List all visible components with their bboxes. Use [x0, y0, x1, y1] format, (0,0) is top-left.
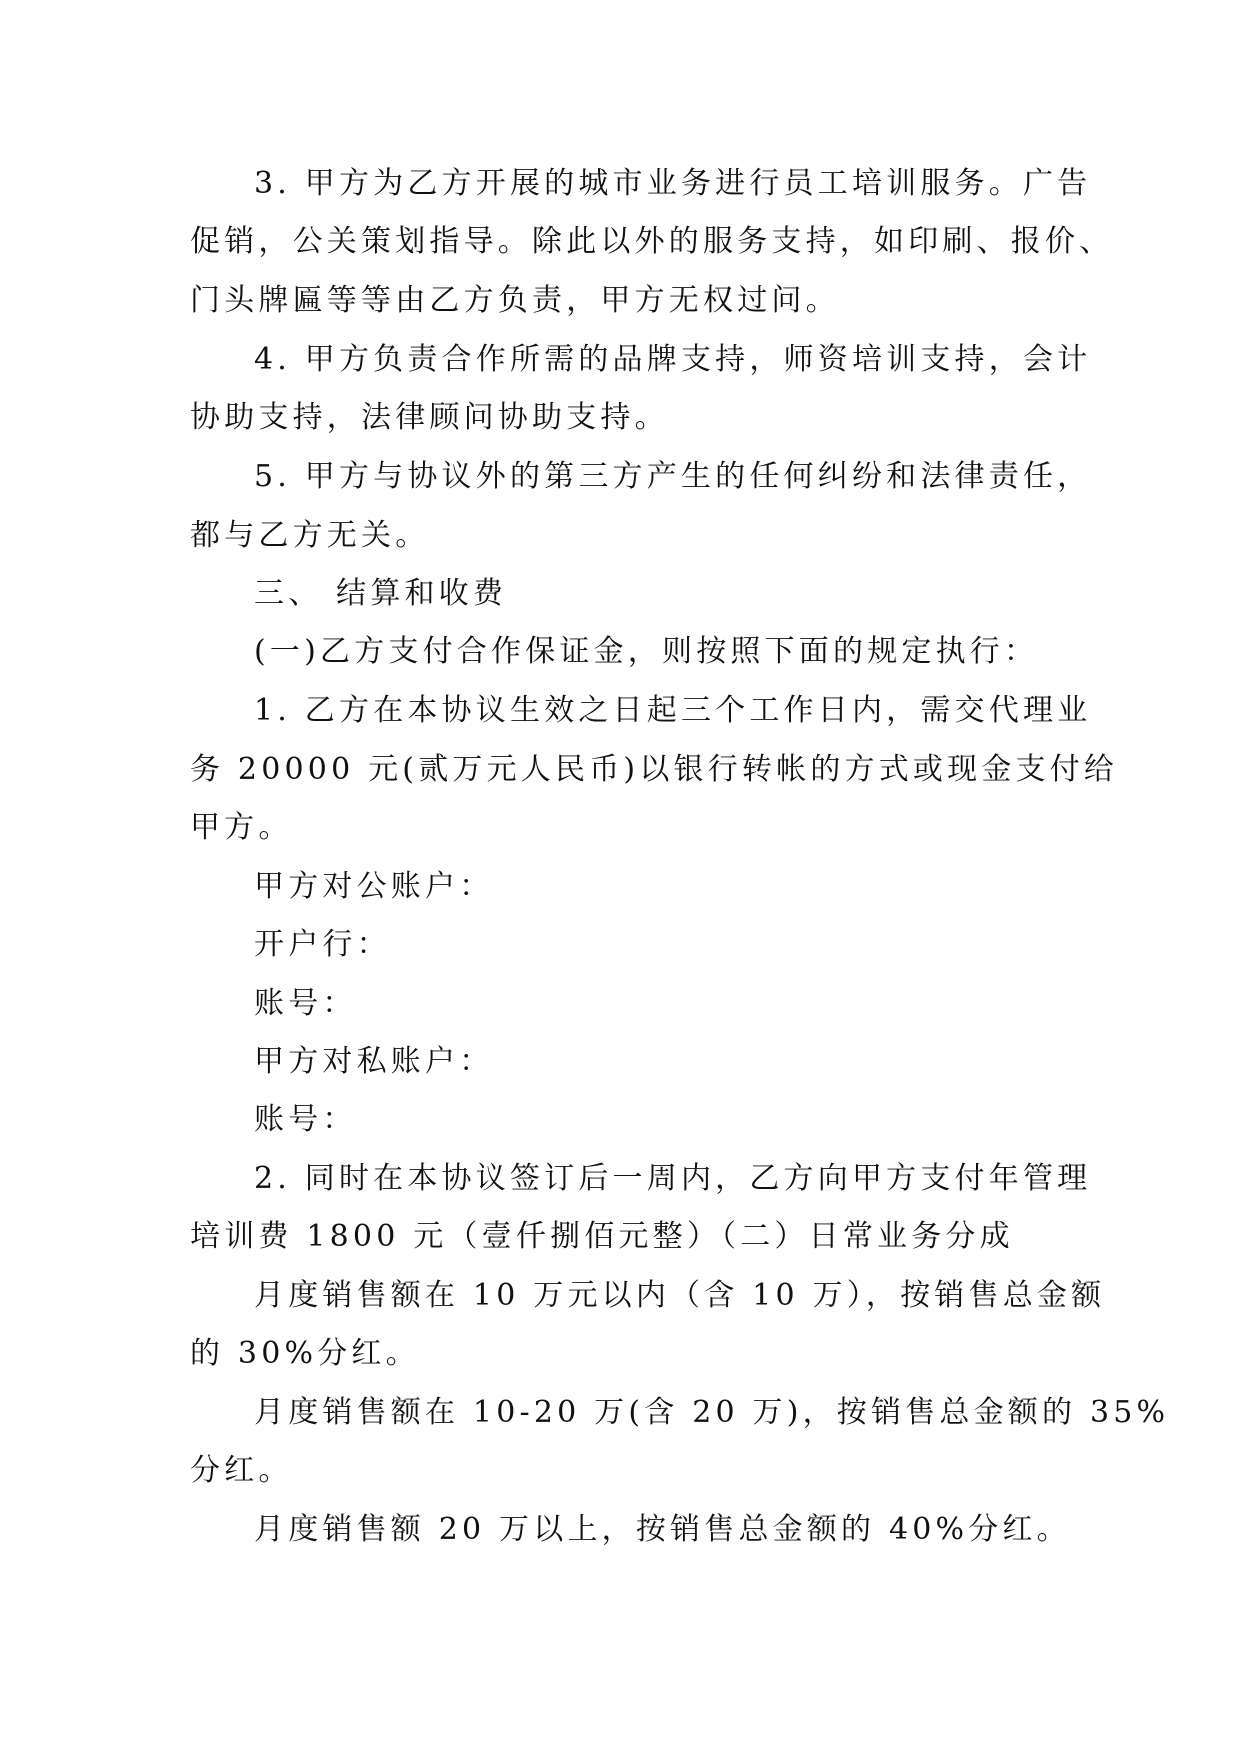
- clause-3-line-3: 门头牌匾等等由乙方负责，甲方无权过问。: [190, 283, 840, 318]
- payment-1-line-3: 甲方。: [190, 810, 293, 845]
- tier-2-line-1: 月度销售额在 10-20 万(含 20 万)，按销售总金额的 35%: [254, 1395, 1170, 1430]
- section-heading: 三、 结算和收费: [254, 576, 508, 611]
- clause-3-line-1: 3. 甲方为乙方开展的城市业务进行员工培训服务。广告: [254, 166, 1092, 201]
- payment-1-line-1: 1. 乙方在本协议生效之日起三个工作日内，需交代理业: [254, 693, 1092, 728]
- public-account-label: 甲方对公账户：: [254, 869, 494, 904]
- clause-4-line-2: 协助支持，法律顾问协助支持。: [190, 400, 669, 435]
- tier-3-line: 月度销售额 20 万以上，按销售总金额的 40%分红。: [254, 1512, 1071, 1547]
- payment-2-line-2: 培训费 1800 元（壹仟捌佰元整）（二）日常业务分成: [190, 1219, 1014, 1254]
- tier-2-line-2: 分红。: [190, 1453, 293, 1488]
- tier-1-line-1: 月度销售额在 10 万元以内（含 10 万），按销售总金额: [254, 1278, 1106, 1313]
- account-number-label: 账号：: [254, 986, 357, 1021]
- bank-label: 开户行：: [254, 927, 391, 962]
- payment-2-line-1: 2. 同时在本协议签订后一周内，乙方向甲方支付年管理: [254, 1161, 1092, 1196]
- private-account-label: 甲方对私账户：: [254, 1044, 494, 1079]
- tier-1-line-2: 的 30%分红。: [190, 1336, 420, 1371]
- private-account-number-label: 账号：: [254, 1102, 357, 1137]
- subsection-heading: (一)乙方支付合作保证金，则按照下面的规定执行：: [254, 634, 1039, 669]
- clause-3-line-2: 促销，公关策划指导。除此以外的服务支持，如印刷、报价、: [190, 224, 1114, 259]
- clause-4-line-1: 4. 甲方负责合作所需的品牌支持，师资培训支持，会计: [254, 342, 1092, 377]
- clause-5-line-2: 都与乙方无关。: [190, 518, 430, 553]
- clause-5-line-1: 5. 甲方与协议外的第三方产生的任何纠纷和法律责任，: [254, 459, 1092, 494]
- payment-1-line-2: 务 20000 元(贰万元人民币)以银行转帐的方式或现金支付给: [190, 752, 1119, 787]
